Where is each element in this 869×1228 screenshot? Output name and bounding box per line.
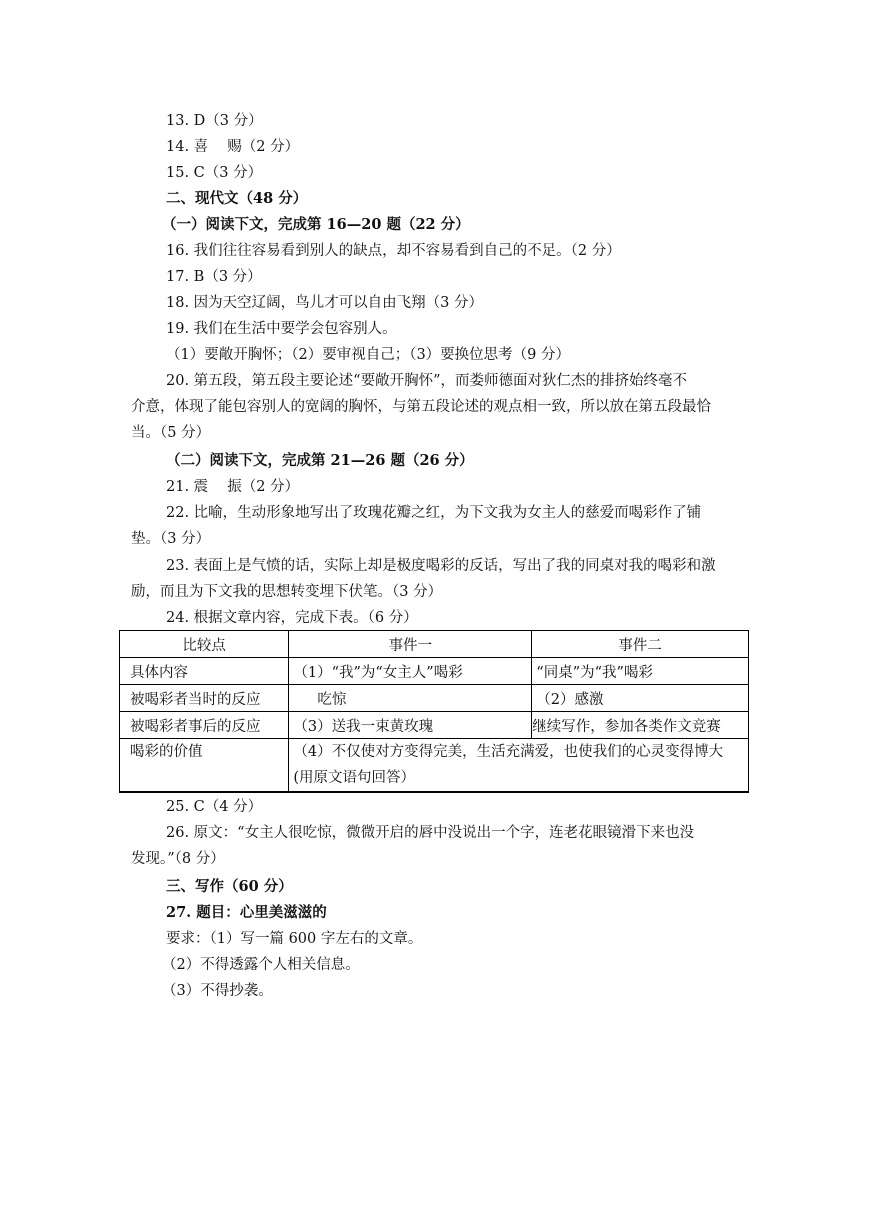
answer-21: 21. 震 振（2 分）	[166, 479, 300, 495]
table-header-row	[120, 631, 749, 658]
section3-heading: 三、写作（60 分）	[166, 878, 293, 895]
answer-20-line2: 介意，体现了能包容别人的宽阔的胸怀，与第五段论述的观点相一致，所以放在第五段最恰	[131, 399, 711, 415]
answer-25: 25. C（4 分）	[166, 799, 263, 815]
requirement-1: 要求：（1）写一篇 600 字左右的文章。	[166, 931, 423, 947]
table-cell: 被喝彩者事后的反应	[120, 712, 289, 739]
table-cell: 喝彩的价值	[120, 739, 289, 793]
answer-17: 17. B（3 分）	[166, 269, 262, 285]
answer-26-line2: 发现。”（8 分）	[131, 851, 225, 867]
answer-22-line2: 垫。（3 分）	[131, 531, 211, 547]
table-cell-line: (用原文语句回答）	[293, 770, 415, 786]
answer-15: 15. C（3 分）	[166, 165, 263, 181]
essay-title: 27. 题目：心里美滋滋的	[166, 904, 327, 921]
table-row	[120, 685, 749, 712]
part2-heading: （二）阅读下文，完成第 21—26 题（26 分）	[166, 452, 474, 469]
answer-22-line1: 22. 比喻，生动形象地写出了玫瑰花瓣之红，为下文我为女主人的慈爱而喝彩作了铺	[166, 505, 702, 521]
section2-heading: 二、现代文（48 分）	[166, 190, 308, 207]
table-row	[120, 712, 749, 739]
table-cell: （2）感激	[532, 685, 749, 712]
answer-20-line3: 当。（5 分）	[131, 425, 211, 441]
table-cell-line: （4）不仅使对方变得完美，生活充满爱，也使我们的心灵变得博大	[293, 744, 724, 760]
answer-24: 24. 根据文章内容，完成下表。（6 分）	[166, 610, 418, 626]
table-cell: 吃惊	[289, 685, 532, 712]
answer-20-line1: 20. 第五段，第五段主要论述“要敞开胸怀”，而娄师德面对狄仁杰的排挤始终毫不	[166, 373, 687, 389]
table-header-cell: 比较点	[120, 631, 289, 658]
table-header-cell: 事件一	[289, 631, 532, 658]
answer-14: 14. 喜 赐（2 分）	[166, 139, 300, 155]
answer-26-line1: 26. 原文：“女主人很吃惊，微微开启的唇中没说出一个字，连老花眼镜滑下来也没	[166, 825, 695, 841]
table-row	[120, 739, 749, 793]
answer-23-line1: 23. 表面上是气愤的话，实际上却是极度喝彩的反话，写出了我的同桌对我的喝彩和激	[166, 558, 716, 574]
requirement-3: （3）不得抄袭。	[162, 983, 273, 999]
answer-19-points: （1）要敞开胸怀；（2）要审视自己；（3）要换位思考（9 分）	[166, 347, 571, 363]
answer-13: 13. D（3 分）	[166, 113, 263, 129]
part1-heading: （一）阅读下文，完成第 16—20 题（22 分）	[162, 216, 470, 233]
answer-19: 19. 我们在生活中要学会包容别人。	[166, 321, 397, 337]
answer-23-line2: 励，而且为下文我的思想转变埋下伏笔。（3 分）	[131, 584, 443, 600]
table-row	[120, 658, 749, 685]
answer-18: 18. 因为天空辽阔，鸟儿才可以自由飞翔（3 分）	[166, 295, 484, 311]
table-header-cell: 事件二	[532, 631, 749, 658]
table-cell: 被喝彩者当时的反应	[120, 685, 289, 712]
table-cell: “同桌”为“我”喝彩	[532, 658, 749, 685]
requirement-2: （2）不得透露个人相关信息。	[162, 957, 360, 973]
comparison-table	[119, 630, 749, 793]
table-cell: 继续写作，参加各类作文竞赛	[532, 712, 749, 739]
table-cell-merged	[289, 739, 749, 793]
table-cell: （3）送我一束黄玫瑰	[289, 712, 532, 739]
answer-16: 16. 我们往往容易看到别人的缺点，却不容易看到自己的不足。（2 分）	[166, 243, 621, 259]
table-cell: 具体内容	[120, 658, 289, 685]
table-cell: （1）“我”为“女主人”喝彩	[289, 658, 532, 685]
